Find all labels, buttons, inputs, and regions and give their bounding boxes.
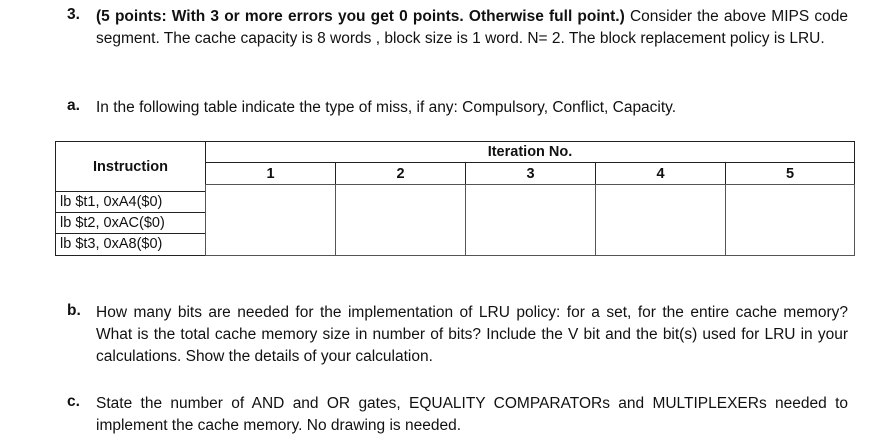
part-c-label: c. — [67, 393, 80, 410]
question-3-body: Consider the above MIPS code segment. The cache capacity is 8 words , block size is 1 word. N= 2. The block replacement policy is LRU. — [96, 8, 848, 47]
instruction-row: lb $t3, 0xA8($0) — [60, 236, 163, 252]
question-3-points: (5 points: With 3 or more errors you get 0 points. Otherwise full point.) — [96, 8, 625, 25]
answer-cell-col-4[interactable] — [595, 184, 726, 256]
question-3-text — [96, 6, 848, 50]
part-b-text: How many bits are needed for the implementation of LRU policy: for a set, for the entire cache memory? What is the total cache memory size in number of bits? Include the V bit and the bit(s) used for LRU in your calculations. Show the details of your calculation. — [96, 304, 848, 365]
part-b-label: b. — [67, 302, 81, 319]
iteration-col-4: 4 — [595, 162, 726, 185]
iteration-col-2: 2 — [335, 162, 466, 185]
miss-type-table — [55, 141, 855, 256]
question-3-number: 3. — [67, 6, 80, 23]
part-a-label: a. — [67, 97, 80, 114]
answer-cell-col-1[interactable] — [205, 184, 336, 256]
instruction-row: lb $t1, 0xA4($0) — [56, 192, 205, 213]
answer-cell-col-2[interactable] — [335, 184, 466, 256]
part-a-text: In the following table indicate the type of miss, if any: Compulsory, Conflict, Capacity. — [96, 99, 677, 116]
instruction-list — [55, 191, 206, 256]
answer-cell-col-3[interactable] — [465, 184, 596, 256]
instruction-row: lb $t2, 0xAC($0) — [56, 213, 205, 234]
answer-cell-col-5[interactable] — [725, 184, 855, 256]
iteration-col-3: 3 — [465, 162, 596, 185]
part-c-text: State the number of AND and OR gates, EQUALITY COMPARATORs and MULTIPLEXERs needed to implement the cache memory. No drawing is needed. — [96, 395, 848, 434]
instruction-header: Instruction — [55, 141, 206, 192]
iteration-col-5: 5 — [725, 162, 855, 185]
iteration-col-1: 1 — [205, 162, 336, 185]
iteration-header: Iteration No. — [205, 141, 855, 163]
